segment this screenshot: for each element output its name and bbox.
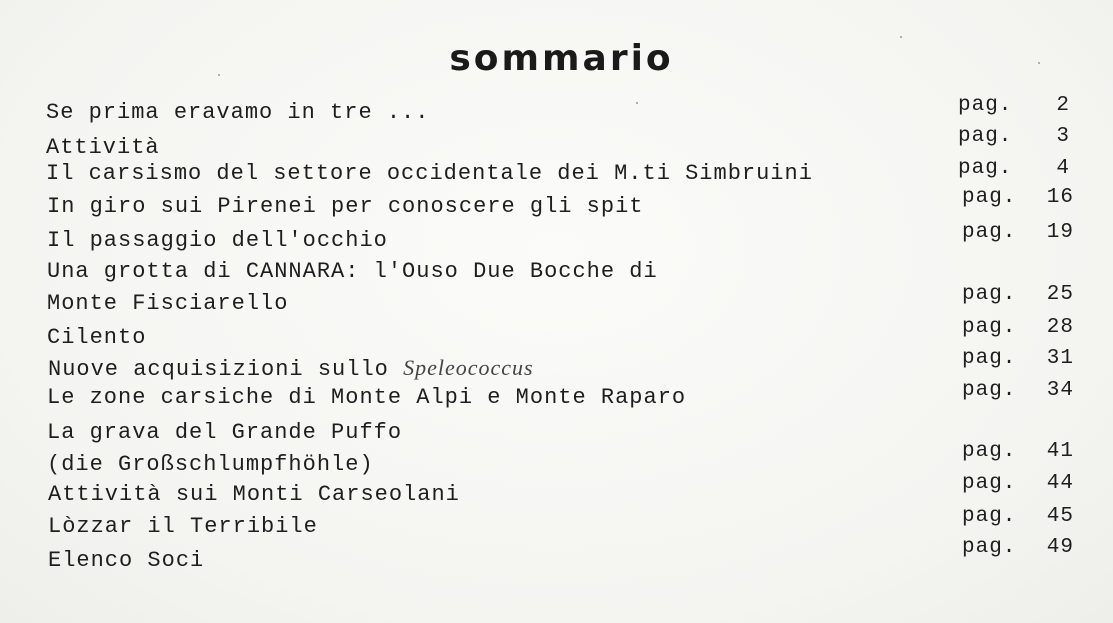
toc-entry-title: [48, 355, 534, 382]
page-label: pag.: [962, 379, 1017, 402]
page-number: 28: [1046, 316, 1074, 339]
paper-speck: [900, 36, 902, 38]
page-label: pag.: [962, 505, 1017, 528]
page-number: 25: [1046, 283, 1074, 306]
page-label: pag.: [962, 440, 1017, 463]
toc-entry-title: Monte Fisciarello: [47, 291, 289, 316]
page-label: pag.: [962, 283, 1017, 306]
page-label: pag.: [958, 94, 1013, 117]
page-number: 44: [1046, 472, 1074, 495]
toc-row: [0, 440, 1113, 482]
page-number: 19: [1046, 221, 1074, 244]
toc-page-ref: [962, 505, 1074, 528]
toc-entry-title: Elenco Soci: [48, 548, 205, 573]
toc-page-ref: [962, 440, 1074, 463]
toc-row: [0, 420, 1113, 450]
toc-entry-title: Una grotta di CANNARA: l'Ouso Due Bocche di: [47, 259, 658, 284]
toc-page-ref: [958, 125, 1070, 148]
page-label: pag.: [962, 316, 1017, 339]
page-number: 41: [1046, 440, 1074, 463]
page-label: pag.: [962, 347, 1017, 370]
toc-row: [0, 472, 1113, 512]
toc-page-ref: [962, 347, 1074, 370]
toc-row: [0, 94, 1113, 130]
toc-entry-title: La grava del Grande Puffo: [47, 420, 403, 445]
toc-entry-title: Attività: [46, 135, 160, 160]
page-number: 16: [1046, 186, 1074, 209]
toc-page-ref: [962, 186, 1074, 209]
toc-entry-title: Il passaggio dell'occhio: [47, 228, 388, 253]
toc-page-ref: [962, 283, 1074, 306]
toc-entry-title: Il carsismo del settore occidentale dei M.ti Simbruini: [46, 161, 813, 186]
toc-row: [0, 157, 1113, 191]
page-label: pag.: [962, 472, 1017, 495]
toc-entry-italic: Speleococcus: [403, 355, 534, 380]
toc-row: [0, 379, 1113, 415]
toc-row: [0, 221, 1113, 258]
page-label: pag.: [958, 157, 1013, 180]
toc-entry-title: Attività sui Monti Carseolani: [48, 482, 460, 507]
toc-page-ref: [962, 316, 1074, 339]
toc-row: [0, 505, 1113, 544]
toc-page-ref: [962, 536, 1074, 559]
page-label: pag.: [958, 125, 1013, 148]
page-number: 3: [1056, 125, 1070, 148]
page-number: 45: [1046, 505, 1074, 528]
toc-entry-text: Nuove acquisizioni sullo: [48, 357, 389, 382]
toc-entry-title: (die Großschlumpfhöhle): [47, 452, 374, 477]
toc-entry-title: Le zone carsiche di Monte Alpi e Monte Raparo: [47, 385, 687, 410]
page-label: pag.: [962, 186, 1017, 209]
toc-entry-title: In giro sui Pirenei per conoscere gli spit: [47, 194, 644, 219]
toc-page-ref: [962, 472, 1074, 495]
toc-page-ref: [958, 157, 1070, 180]
toc-row: [0, 186, 1113, 224]
toc-row: [0, 283, 1113, 321]
toc-page-ref: [958, 94, 1070, 117]
toc-row: [0, 316, 1113, 355]
toc-row: [0, 536, 1113, 578]
toc-row: [0, 259, 1113, 289]
page-label: pag.: [962, 221, 1017, 244]
toc-page-ref: [962, 379, 1074, 402]
paper-speck: [218, 74, 220, 76]
toc-row: [0, 347, 1113, 385]
page-number: 4: [1056, 157, 1070, 180]
toc-entry-title: Cilento: [47, 325, 147, 350]
page-number: 2: [1056, 94, 1070, 117]
page-title: sommario: [449, 38, 674, 79]
page-number: 31: [1046, 347, 1074, 370]
toc-page-ref: [962, 221, 1074, 244]
page-number: 34: [1046, 379, 1074, 402]
paper-speck: [636, 102, 638, 104]
toc-entry-title: Lòzzar il Terribile: [48, 514, 318, 539]
toc-entry-title: Se prima eravamo in tre ...: [46, 100, 430, 125]
paper-speck: [1038, 62, 1040, 64]
page-number: 49: [1046, 536, 1074, 559]
page-label: pag.: [962, 536, 1017, 559]
